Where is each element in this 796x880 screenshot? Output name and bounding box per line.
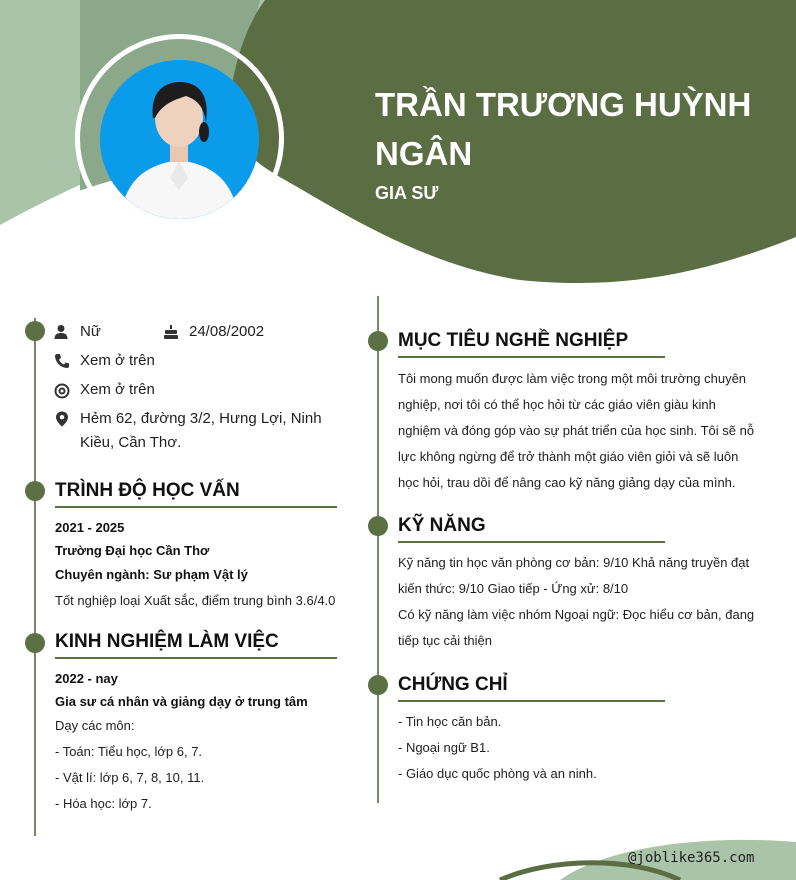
skills-line: tiếp tục cải thiện — [398, 633, 492, 648]
objective-line: Tôi mong muốn được làm việc trong một môi trường chuyên — [398, 371, 747, 386]
experience-item: - Toán: Tiểu học, lớp 6, 7. — [55, 744, 203, 759]
profile-photo — [100, 60, 259, 219]
objective-line: nghiệp, nơi tôi có thể học hỏi từ các giáo viên giàu kinh — [398, 397, 716, 412]
left-timeline-line — [34, 318, 36, 836]
timeline-dot-experience — [25, 633, 45, 653]
skills-line: Kỹ năng tin học văn phòng cơ bản: 9/10 Khả năng truyền đạt — [398, 555, 750, 570]
certificate-item: - Giáo dục quốc phòng và an ninh. — [398, 766, 597, 781]
experience-item: Dạy các môn: — [55, 718, 135, 733]
timeline-dot-skills — [368, 516, 388, 536]
skills-title: KỸ NĂNG — [398, 515, 665, 543]
certificates-list — [398, 709, 755, 787]
education-title: TRÌNH ĐỘ HỌC VẤN — [55, 480, 337, 508]
education-major: Chuyên ngành: Sư phạm Vật lý — [55, 567, 248, 582]
objective-line: nghiệm và đóng góp vào sự phát triển của học sinh. Tôi sẽ nỗ — [398, 423, 755, 438]
education-result: Tốt nghiệp loại Xuất sắc, điểm trung bình 3.6/4.0 — [55, 593, 336, 608]
education-school: Trường Đại học Cần Thơ — [55, 543, 210, 558]
experience-item: - Vật lí: lớp 6, 7, 8, 10, 11. — [55, 770, 205, 785]
email-value: Xem ở trên — [80, 381, 155, 398]
at-icon — [54, 383, 70, 399]
education-period: 2021 - 2025 — [55, 520, 125, 535]
user-icon — [53, 324, 69, 340]
experience-role: Gia sư cá nhân và giảng dạy ở trung tâm — [55, 694, 308, 709]
objective-title: MỤC TIÊU NGHỀ NGHIỆP — [398, 330, 665, 358]
candidate-name — [375, 80, 775, 178]
footer-brand: @joblike365.com — [628, 850, 755, 866]
candidate-name-line2: NGÂN — [375, 135, 473, 172]
gender-value: Nữ — [80, 323, 101, 340]
candidate-name-line1: TRẦN TRƯƠNG HUỲNH — [375, 86, 752, 123]
timeline-dot-objective — [368, 331, 388, 351]
cake-icon — [163, 324, 179, 340]
location-pin-icon — [54, 411, 70, 427]
objective-line: học hỏi, trau dồi để nâng cao kỹ năng giảng dạy của mình. — [398, 475, 736, 490]
address-line2: Kiều, Cần Thơ. — [80, 434, 182, 451]
right-timeline-line — [377, 296, 379, 803]
certificate-item: - Tin học căn bản. — [398, 714, 502, 729]
experience-item: - Hóa học: lớp 7. — [55, 796, 152, 811]
profile-photo-illustration — [100, 60, 259, 219]
experience-title: KINH NGHIỆM LÀM VIỆC — [55, 631, 337, 659]
experience-period: 2022 - nay — [55, 671, 118, 686]
phone-icon — [54, 353, 70, 369]
timeline-dot-personal — [25, 321, 45, 341]
timeline-dot-education — [25, 481, 45, 501]
certificate-item: - Ngoại ngữ B1. — [398, 740, 490, 755]
objective-text — [398, 366, 755, 496]
job-title: GIA SƯ — [375, 183, 439, 203]
skills-line: kiến thức: 9/10 Giao tiếp - Ứng xử: 8/10 — [398, 581, 629, 596]
timeline-dot-certificates — [368, 675, 388, 695]
birthday-value: 24/08/2002 — [189, 323, 265, 340]
address-value — [80, 407, 340, 455]
address-line1: Hẻm 62, đường 3/2, Hưng Lợi, Ninh — [80, 410, 322, 427]
skills-text — [398, 550, 755, 654]
objective-line: lực không ngừng để trở thành một giáo viên giỏi và sẽ luôn — [398, 449, 739, 464]
skills-line: Có kỹ năng làm việc nhóm Ngoại ngữ: Đọc hiểu cơ bản, đang — [398, 607, 755, 622]
certificates-title: CHỨNG CHỈ — [398, 674, 665, 702]
phone-value: Xem ở trên — [80, 352, 155, 369]
